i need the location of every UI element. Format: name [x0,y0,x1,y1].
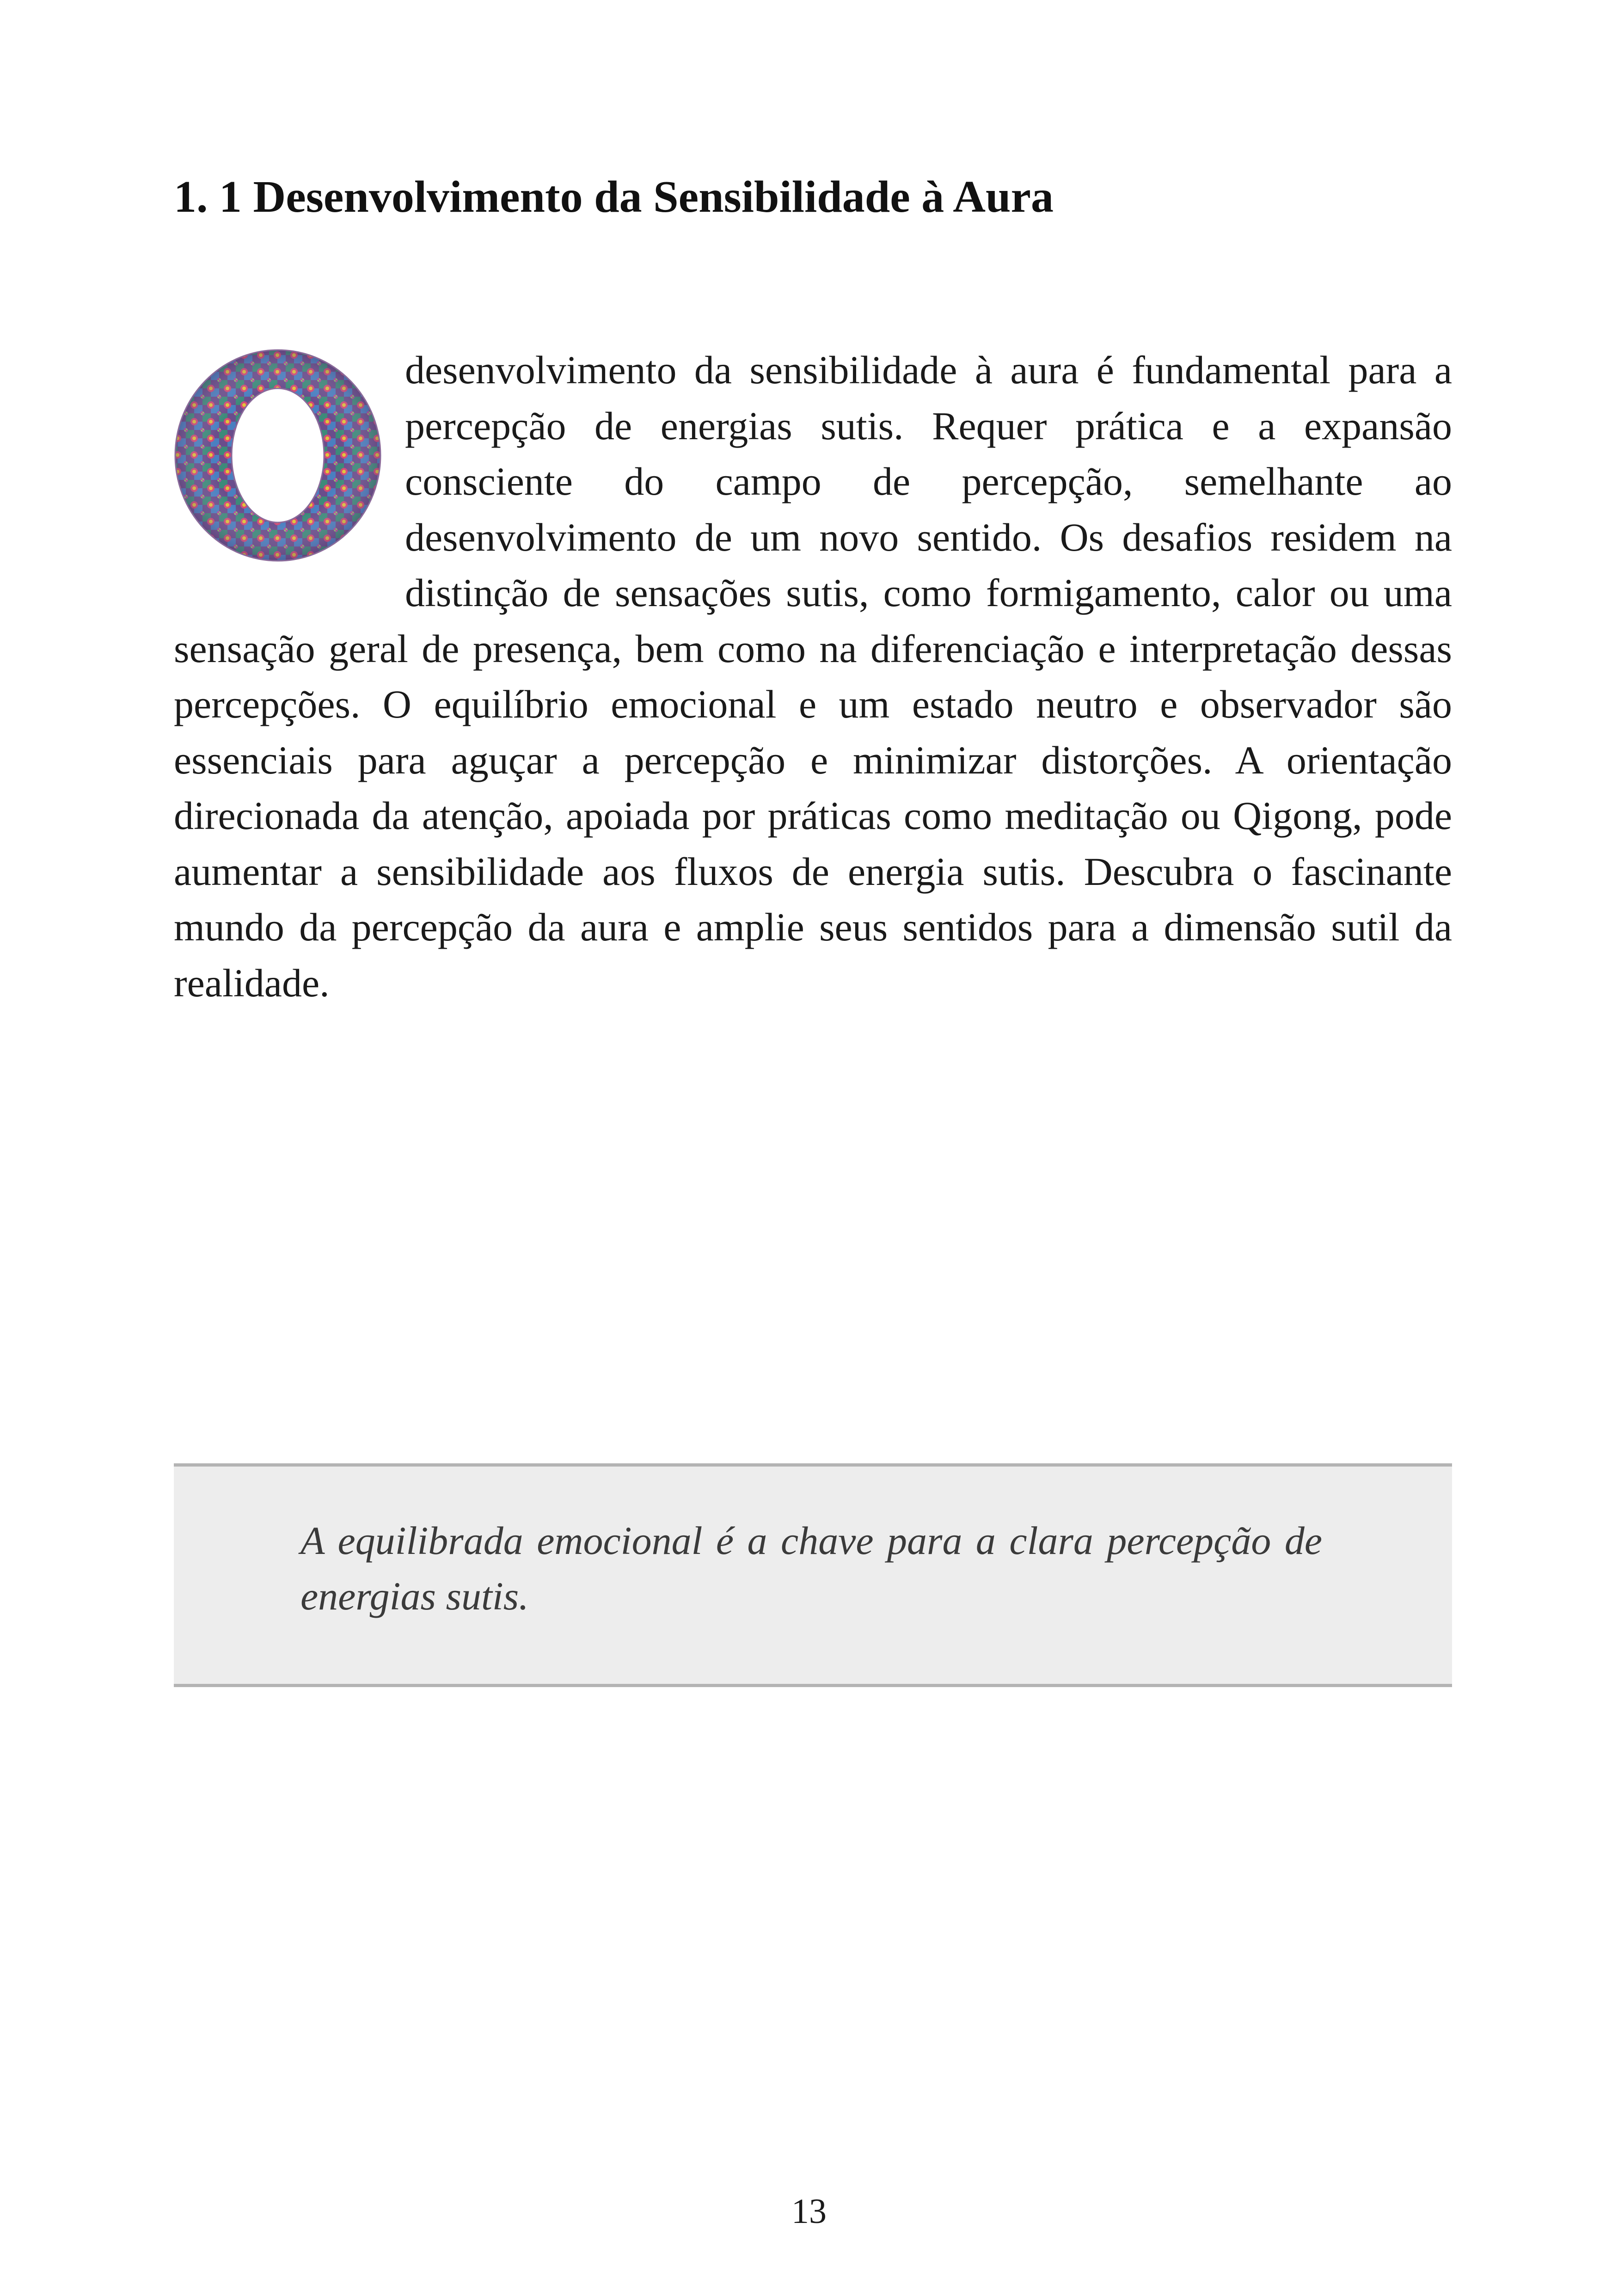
body-paragraph [174,342,1452,1011]
page-number: 13 [791,2192,827,2231]
section-heading: 1. 1 Desenvolvimento da Sensibilidade à Aura [174,172,1054,222]
paragraph-text: desenvolvimento da sensibilidade à aura é fundamental para a percepção de energias sutis. Requer prática e a expansão consciente do campo de percepção, semelhante ao desenvolvimento de um novo sentido. Os desafios residem na distinção de sensações sutis, como formigamento, calor ou uma sensação geral de presença, bem como na diferenciação e interpretação dessas percepções. O equilíbrio emocional e um estado neutro e observador são essenciais para aguçar a percepção e minimizar distorções. A orientação direcionada da atenção, apoiada por práticas como meditação ou Qigong, pode aumentar a sensibilidade aos fluxos de energia sutis. Descubra o fascinante mundo da percepção da aura e amplie seus sentidos para a dimensão sutil da realidade. [174,348,1452,1005]
ornamental-dropcap-o [169,347,391,569]
callout-quote: A equilibrada emocional é a chave para a clara percepção de energias sutis. [300,1518,1322,1618]
mandala-letter-o-icon [169,347,386,564]
callout-box [174,1463,1452,1687]
